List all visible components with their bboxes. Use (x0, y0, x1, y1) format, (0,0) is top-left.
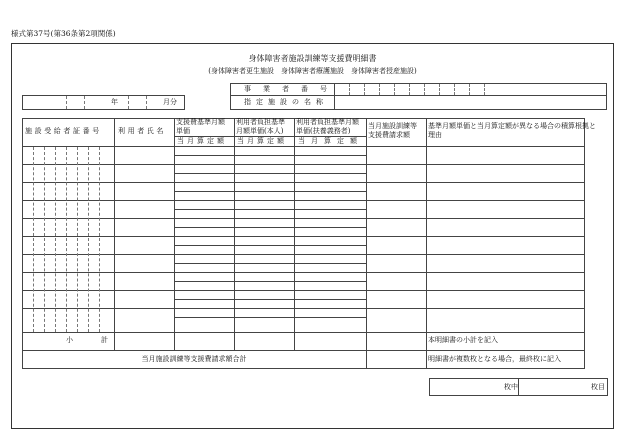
col-burden-guardian-1: 利用者負担基準月額 (296, 118, 359, 126)
total-sheets-input[interactable] (430, 379, 502, 395)
form-title: 身体障害者施設訓練等支援費明細書 (248, 54, 377, 63)
sheet-of-label: 枚中 (504, 383, 518, 391)
facility-name-input[interactable] (334, 95, 607, 110)
subtotal-input[interactable] (366, 333, 426, 350)
col-standard-monthly-2: 単価 (176, 127, 190, 135)
form-subtitle: (身体障害者更生施設 身体障害者療護施設 身体障害者授産施設) (208, 67, 417, 75)
col-burden-guardian-2: 単価(扶養義務者) (296, 127, 351, 135)
business-number-label: 事業者番号 (244, 85, 339, 93)
col-current-amount-2: 当月算定額 (237, 137, 287, 145)
subtotal-note: 本明細書の小計を記入 (428, 336, 498, 344)
sheet-number-input[interactable] (519, 379, 589, 395)
col-user-name: 利用者氏名 (118, 127, 166, 135)
form-number: 様式第37号(第36条第2項関係) (11, 29, 116, 38)
sheet-number-label: 枚目 (591, 383, 605, 391)
total-note: 明細書が複数枚となる場合，最終枚に記入 (428, 355, 561, 363)
total-label: 当月施設訓練等支援費請求額合計 (141, 355, 247, 363)
col-burden-self-2: 月額単価(本人) (236, 127, 284, 135)
col-standard-monthly-1: 支援費基準月額 (176, 118, 225, 126)
subtotal-label: 小 計 (66, 336, 108, 344)
col-basis-reason-1: 基準月額単価と当月算定額が異なる場合の積算根拠と (428, 122, 596, 130)
col-monthly-claim-1: 当月施設訓練等 (368, 122, 417, 130)
col-monthly-claim-2: 支援費請求額 (368, 131, 410, 139)
year-label: 年 (111, 98, 118, 106)
col-current-amount-3: 当月算定額 (298, 137, 363, 145)
month-label: 月分 (163, 98, 177, 106)
col-basis-reason-2: 理由 (428, 131, 442, 139)
total-input[interactable] (366, 351, 426, 369)
col-burden-self-1: 利用者負担基準 (236, 118, 285, 126)
billing-period-input[interactable] (22, 95, 185, 110)
col-current-amount-1: 当月算定額 (177, 137, 227, 145)
facility-name-label: 指定施設の名称 (244, 98, 328, 106)
col-recipient-number: 施設受給者証番号 (25, 127, 102, 135)
